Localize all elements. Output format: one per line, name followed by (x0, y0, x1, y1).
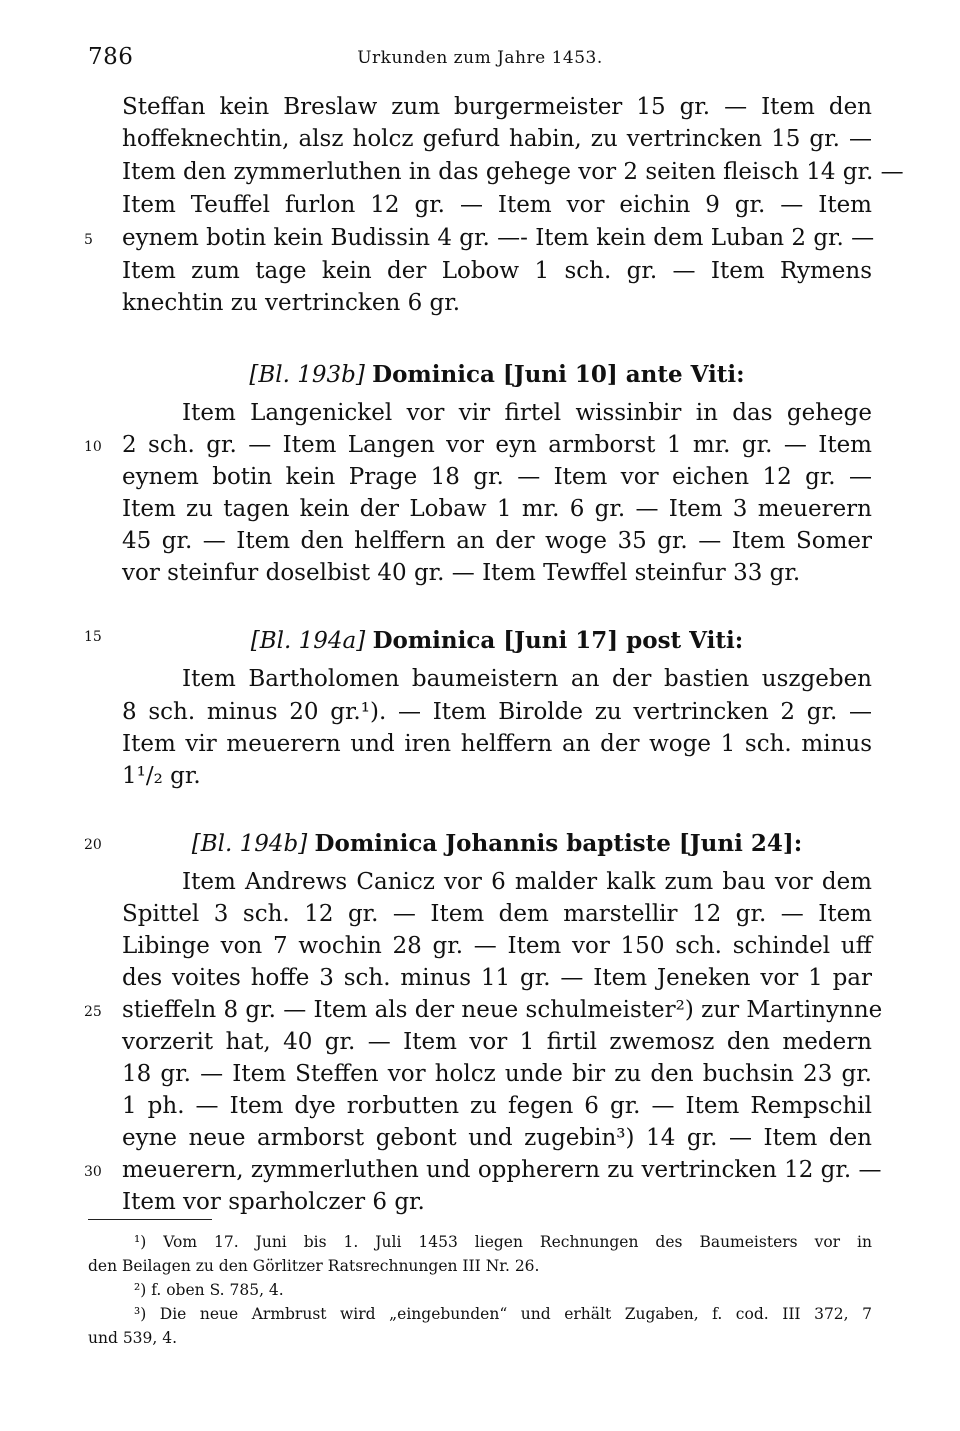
text-line: knechtin zu vertrincken 6 gr. (122, 290, 461, 316)
text-line: Item Langenickel vor vir firtel wissinbir in das gehege (182, 400, 872, 426)
footnote-line: ²) f. oben S. 785, 4. (134, 1281, 284, 1299)
text-line: Item vor sparholczer 6 gr. (122, 1189, 425, 1215)
section-heading (122, 827, 872, 861)
text-line: Libinge von 7 wochin 28 gr. — Item vor 150 sch. schindel uff (122, 933, 872, 959)
folio-reference: [Bl. 194a] (250, 628, 366, 654)
text-line: eynem botin kein Prage 18 gr. — Item vor eichen 12 gr. — (122, 464, 872, 490)
text-line: Item Teuffel furlon 12 gr. — Item vor eichin 9 gr. — Item (122, 192, 872, 218)
line-number: 30 (84, 1164, 102, 1180)
section-title: Dominica [Juni 10] ante Viti: (372, 361, 745, 388)
text-line: vorzerit hat, 40 gr. — Item vor 1 firtil zwemosz den medern (122, 1029, 872, 1055)
text-line: 45 gr. — Item den helffern an der woge 35 gr. — Item Somer (122, 528, 872, 554)
footnote-line: ¹) Vom 17. Juni bis 1. Juli 1453 liegen Rechnungen des Baumeisters vor in (134, 1233, 872, 1251)
text-line: eynem botin kein Budissin 4 gr. —- Item kein dem Luban 2 gr. — (122, 225, 875, 251)
text-line: Item zu tagen kein der Lobaw 1 mr. 6 gr. — Item 3 meuerern (122, 496, 872, 522)
section-title: Dominica Johannis baptiste [Juni 24]: (314, 830, 803, 857)
text-line: hoffeknechtin, alsz holcz gefurd habin, zu vertrincken 15 gr. — (122, 126, 872, 152)
text-line: 2 sch. gr. — Item Langen vor eyn armborst 1 mr. gr. — Item (122, 432, 872, 458)
text-line: Item Bartholomen baumeistern an der bastien uszgeben (182, 666, 872, 692)
running-title: Urkunden zum Jahre 1453. (357, 48, 603, 68)
text-line: Item Andrews Canicz vor 6 malder kalk zum bau vor dem (182, 869, 872, 895)
line-number: 5 (84, 232, 93, 248)
text-line: 1¹/₂ gr. (122, 763, 201, 789)
page-header (88, 44, 872, 84)
folio-reference: [Bl. 193b] (249, 362, 365, 388)
folio-reference: [Bl. 194b] (191, 831, 308, 857)
footnote-line: und 539, 4. (88, 1329, 178, 1347)
text-line: Item zum tage kein der Lobow 1 sch. gr. — Item Rymens (122, 258, 872, 284)
line-number: 20 (84, 837, 102, 853)
text-line: Item den zymmerluthen in das gehege vor 2 seiten fleisch 14 gr. — (122, 159, 904, 185)
section-heading (122, 624, 872, 658)
footnote-divider (88, 1219, 212, 1220)
text-line: Spittel 3 sch. 12 gr. — Item dem marstellir 12 gr. — Item (122, 901, 872, 927)
text-line: eyne neue armborst gebont und zugebin³) 14 gr. — Item den (122, 1125, 872, 1151)
page-number: 786 (88, 44, 134, 70)
line-number: 10 (84, 439, 102, 455)
section-heading (122, 358, 872, 392)
section-title: Dominica [Juni 17] post Viti: (372, 627, 744, 654)
text-line: Steffan kein Breslaw zum burgermeister 15 gr. — Item den (122, 94, 872, 120)
text-line: 1 ph. — Item dye rorbutten zu fegen 6 gr. — Item Rempschil (122, 1093, 872, 1119)
text-line: 18 gr. — Item Steffen vor holcz unde bir zu den buchsin 23 gr. (122, 1061, 872, 1087)
text-line: 8 sch. minus 20 gr.¹). — Item Birolde zu vertrincken 2 gr. — (122, 699, 872, 725)
footnote-line: den Beilagen zu den Görlitzer Ratsrechnungen III Nr. 26. (88, 1257, 540, 1275)
line-number: 25 (84, 1004, 102, 1020)
text-line: des voites hoffe 3 sch. minus 11 gr. — Item Jeneken vor 1 par (122, 965, 872, 991)
text-line: vor steinfur doselbist 40 gr. — Item Tewffel steinfur 33 gr. (122, 560, 801, 586)
text-line: meuerern, zymmerluthen und oppherern zu vertrincken 12 gr. — (122, 1157, 882, 1183)
text-line: stieffeln 8 gr. — Item als der neue schulmeister²) zur Martinynne (122, 997, 883, 1023)
line-number: 15 (84, 629, 102, 645)
text-line: Item vir meuerern und iren helffern an der woge 1 sch. minus (122, 731, 872, 757)
footnote-line: ³) Die neue Armbrust wird „eingebunden“ und erhält Zugaben, f. cod. III 372, 7 (134, 1305, 872, 1323)
